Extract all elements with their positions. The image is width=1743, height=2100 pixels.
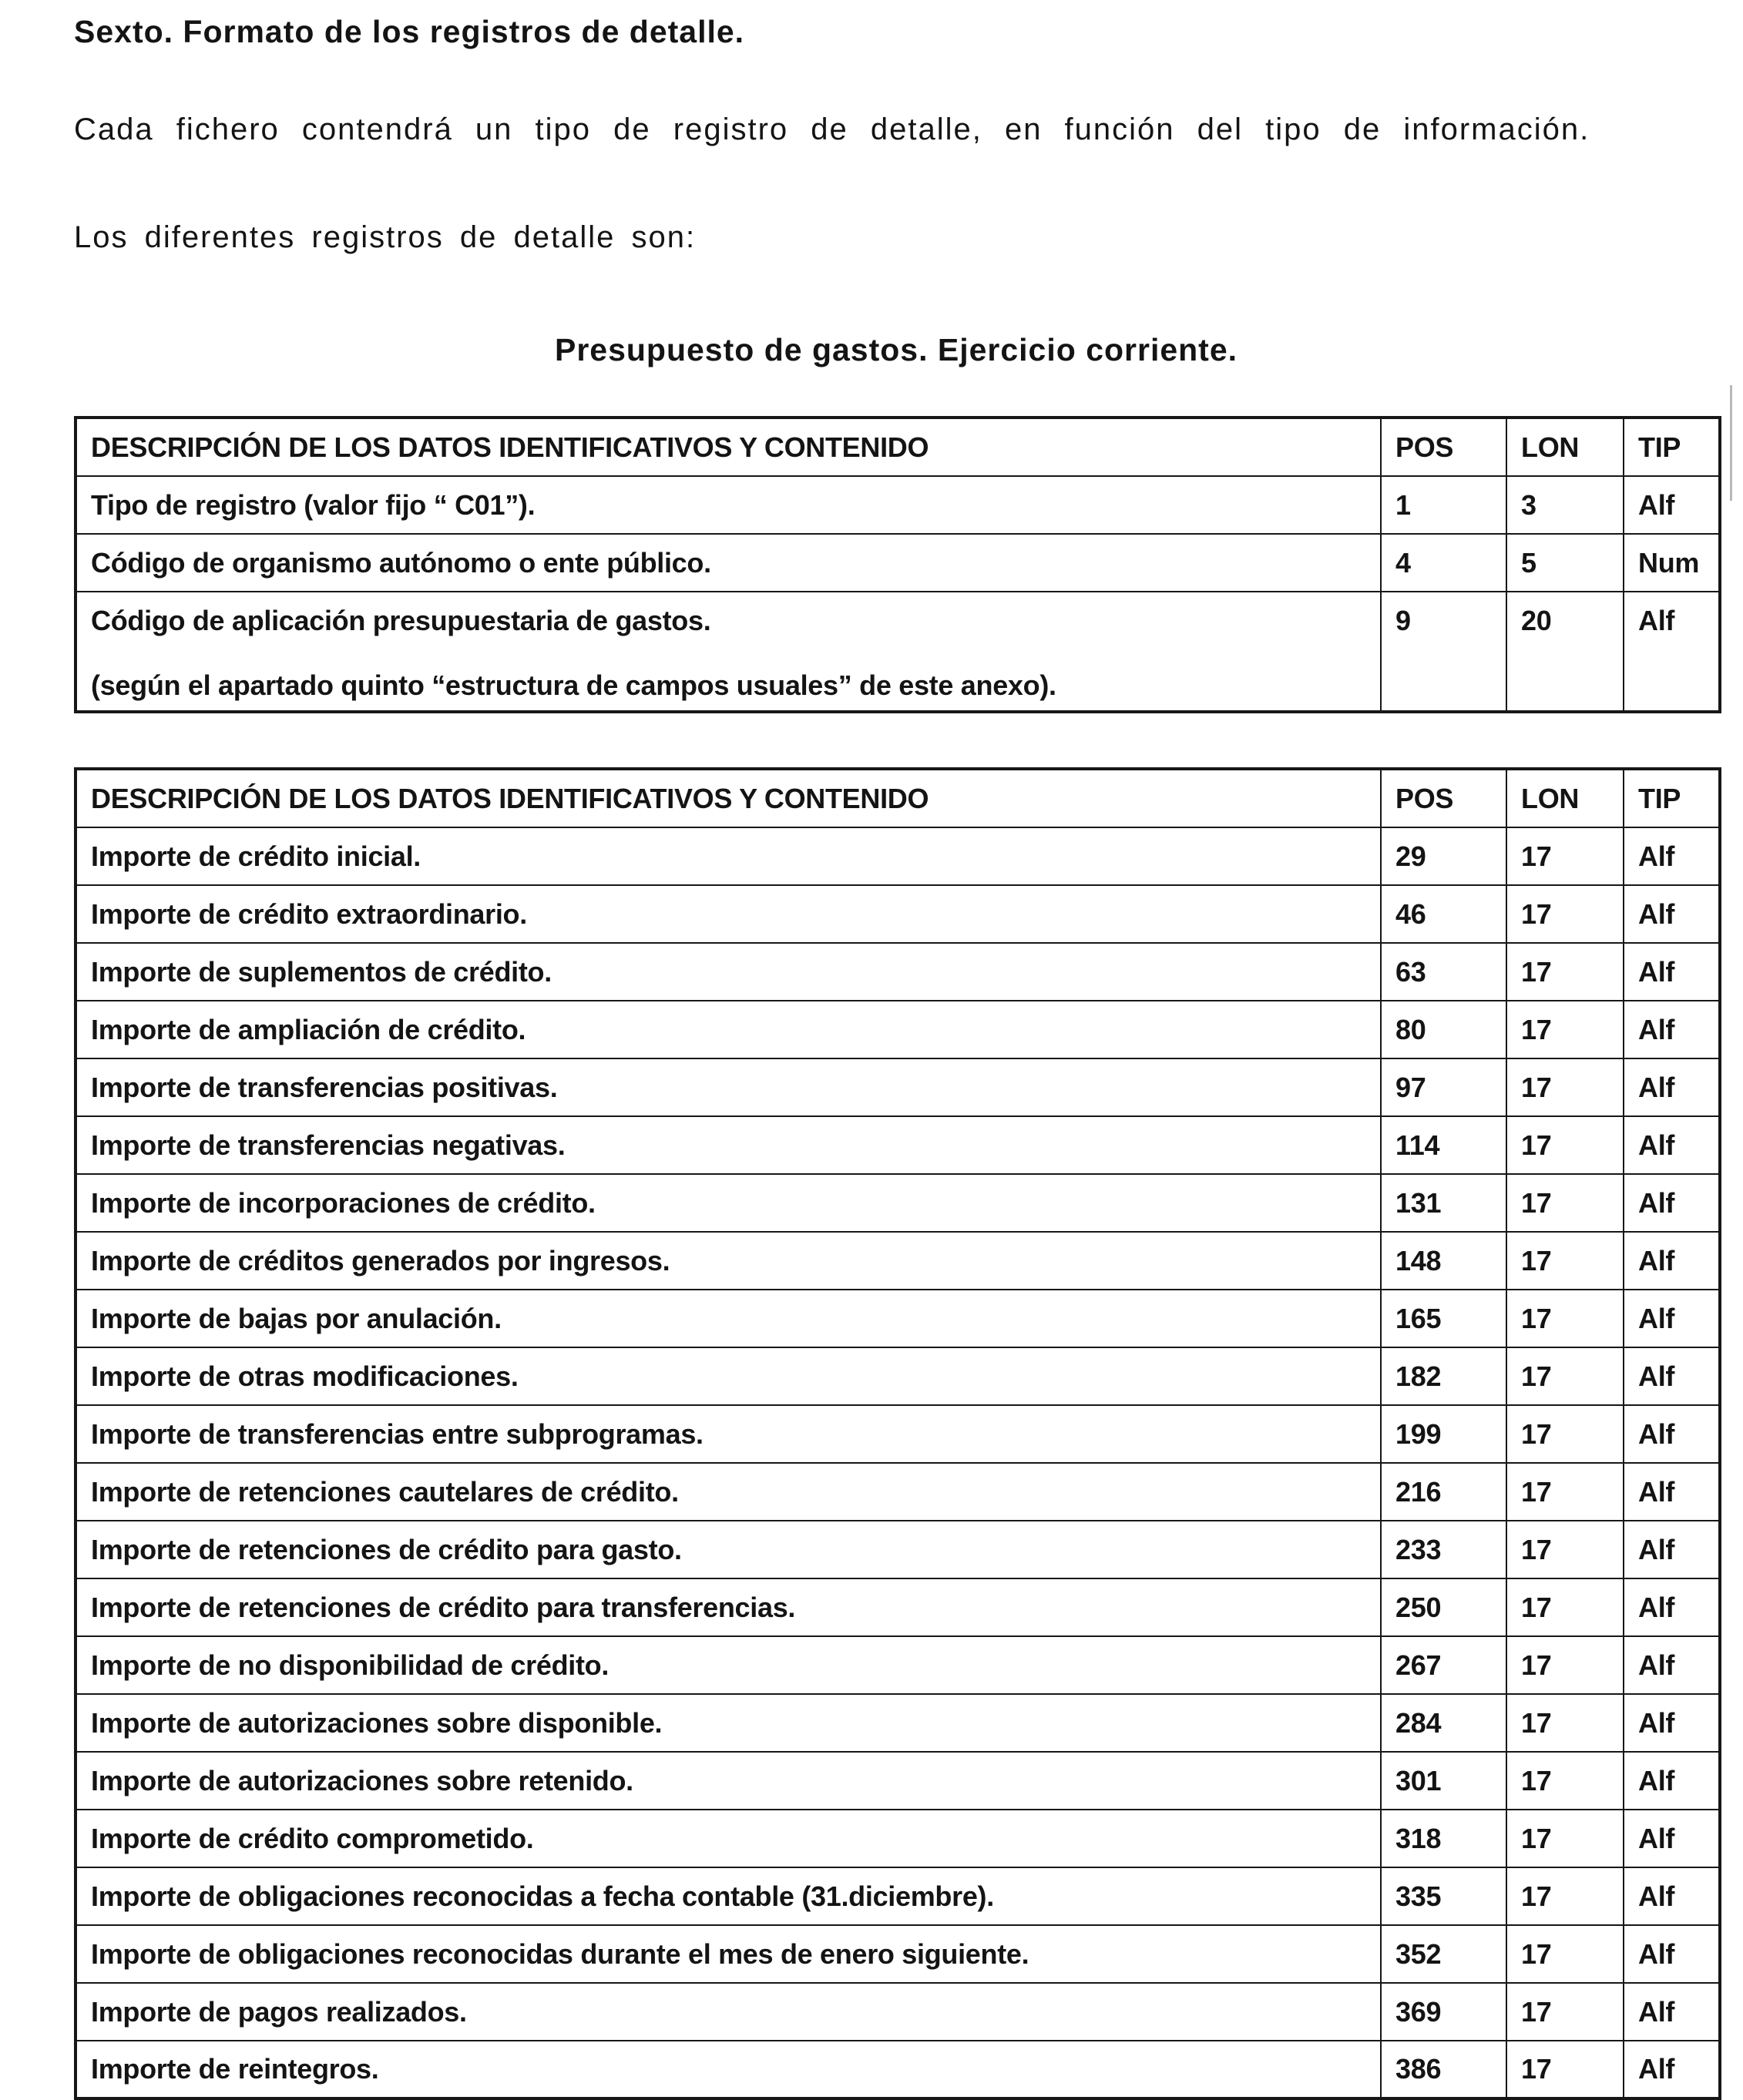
column-header-pos: POS <box>1381 418 1506 476</box>
row-description <box>76 1232 1381 1290</box>
table-row <box>76 1521 1720 1578</box>
row-lon: 17 <box>1506 1174 1624 1232</box>
column-header-descripcion: DESCRIPCIÓN DE LOS DATOS IDENTIFICATIVOS Y CONTENIDO <box>76 769 1381 827</box>
table-row <box>76 592 1720 712</box>
row-description <box>76 1867 1381 1925</box>
row-pos: 318 <box>1381 1810 1506 1867</box>
table-row <box>76 1925 1720 1983</box>
description-line-2: (según el apartado quinto “estructura de campos usuales” de este anexo). <box>91 669 1056 702</box>
row-description <box>76 1405 1381 1463</box>
description-line: Importe de bajas por anulación. <box>91 1302 502 1334</box>
row-lon: 17 <box>1506 1058 1624 1116</box>
table-row <box>76 885 1720 943</box>
row-pos: 131 <box>1381 1174 1506 1232</box>
table-row <box>76 1752 1720 1810</box>
table-title: Presupuesto de gastos. Ejercicio corriente. <box>554 332 1238 368</box>
row-tip: Alf <box>1624 827 1720 885</box>
row-lon: 17 <box>1506 1636 1624 1694</box>
row-tip: Alf <box>1624 1578 1720 1636</box>
description-line: Importe de transferencias entre subprogramas. <box>91 1417 704 1450</box>
row-tip: Alf <box>1624 1116 1720 1174</box>
row-description <box>76 1174 1381 1232</box>
row-description <box>76 1810 1381 1867</box>
row-lon: 17 <box>1506 943 1624 1001</box>
table-row <box>76 943 1720 1001</box>
description-line: Importe de autorizaciones sobre retenido. <box>91 1764 633 1796</box>
table-row <box>76 1347 1720 1405</box>
row-lon: 17 <box>1506 2041 1624 2098</box>
row-lon: 17 <box>1506 1578 1624 1636</box>
row-description <box>76 1983 1381 2041</box>
row-tip: Alf <box>1624 1636 1720 1694</box>
table-row <box>76 1636 1720 1694</box>
row-pos: 148 <box>1381 1232 1506 1290</box>
row-description <box>76 1578 1381 1636</box>
row-pos: 97 <box>1381 1058 1506 1116</box>
row-pos: 46 <box>1381 885 1506 943</box>
row-tip: Alf <box>1624 592 1720 712</box>
row-pos: 335 <box>1381 1867 1506 1925</box>
description-line: Importe de crédito comprometido. <box>91 1822 534 1854</box>
row-pos: 352 <box>1381 1925 1506 1983</box>
table-row <box>76 1578 1720 1636</box>
scan-artifact-line <box>1730 385 1732 501</box>
row-tip: Alf <box>1624 1925 1720 1983</box>
row-pos: 386 <box>1381 2041 1506 2098</box>
row-pos: 9 <box>1381 592 1506 712</box>
row-lon: 17 <box>1506 885 1624 943</box>
row-pos: 284 <box>1381 1694 1506 1752</box>
description-line: Importe de retenciones cautelares de crédito. <box>91 1475 679 1508</box>
column-header-tip: TIP <box>1624 769 1720 827</box>
row-lon: 17 <box>1506 1983 1624 2041</box>
row-lon: 17 <box>1506 1810 1624 1867</box>
row-tip: Alf <box>1624 476 1720 534</box>
table-row <box>76 1463 1720 1521</box>
row-tip: Alf <box>1624 1752 1720 1810</box>
row-pos: 301 <box>1381 1752 1506 1810</box>
row-description <box>76 1521 1381 1578</box>
row-tip: Alf <box>1624 1521 1720 1578</box>
table-row <box>76 827 1720 885</box>
table-row <box>76 1232 1720 1290</box>
row-tip: Alf <box>1624 943 1720 1001</box>
row-lon: 17 <box>1506 1001 1624 1058</box>
description-line: Importe de retenciones de crédito para gasto. <box>91 1533 682 1565</box>
row-pos: 114 <box>1381 1116 1506 1174</box>
row-pos: 369 <box>1381 1983 1506 2041</box>
row-tip: Alf <box>1624 1290 1720 1347</box>
row-pos: 1 <box>1381 476 1506 534</box>
row-lon: 17 <box>1506 1521 1624 1578</box>
row-tip: Alf <box>1624 1463 1720 1521</box>
table-row <box>76 1694 1720 1752</box>
description-line: Importe de retenciones de crédito para transferencias. <box>91 1591 796 1623</box>
row-lon: 17 <box>1506 1347 1624 1405</box>
row-lon: 17 <box>1506 1925 1624 1983</box>
row-tip: Alf <box>1624 1001 1720 1058</box>
row-description <box>76 943 1381 1001</box>
row-tip: Alf <box>1624 885 1720 943</box>
column-header-tip: TIP <box>1624 418 1720 476</box>
row-pos: 4 <box>1381 534 1506 592</box>
row-lon: 17 <box>1506 1116 1624 1174</box>
description-line: Importe de otras modificaciones. <box>91 1360 519 1392</box>
description-line: Importe de autorizaciones sobre disponible. <box>91 1706 663 1739</box>
description-line: Código de aplicación presupuestaria de gastos. <box>91 605 711 637</box>
row-description <box>76 827 1381 885</box>
row-tip: Alf <box>1624 1174 1720 1232</box>
row-tip: Alf <box>1624 1232 1720 1290</box>
row-tip: Alf <box>1624 1694 1720 1752</box>
description-line: Importe de pagos realizados. <box>91 1995 467 2028</box>
row-lon: 17 <box>1506 1232 1624 1290</box>
table-row <box>76 1116 1720 1174</box>
row-lon: 17 <box>1506 1752 1624 1810</box>
description-line: Código de organismo autónomo o ente público. <box>91 546 711 579</box>
row-tip: Alf <box>1624 1810 1720 1867</box>
row-pos: 165 <box>1381 1290 1506 1347</box>
row-pos: 29 <box>1381 827 1506 885</box>
row-pos: 233 <box>1381 1521 1506 1578</box>
identificativos-table-1 <box>74 416 1721 713</box>
description-line: Importe de transferencias negativas. <box>91 1129 566 1161</box>
row-tip: Alf <box>1624 1867 1720 1925</box>
row-description <box>76 1347 1381 1405</box>
row-description <box>76 1636 1381 1694</box>
table-row <box>76 476 1720 534</box>
description-line: Importe de ampliación de crédito. <box>91 1013 526 1045</box>
row-description <box>76 2041 1381 2098</box>
row-lon: 3 <box>1506 476 1624 534</box>
row-lon: 17 <box>1506 1405 1624 1463</box>
intro-paragraph: Cada fichero contendrá un tipo de registro de detalle, en función del tipo de información. <box>74 112 1590 146</box>
importes-table-2 <box>74 767 1721 2100</box>
table-header-row <box>76 769 1720 827</box>
table-header-row <box>76 418 1720 476</box>
row-tip: Alf <box>1624 2041 1720 2098</box>
table-row <box>76 1290 1720 1347</box>
row-description <box>76 1925 1381 1983</box>
row-lon: 17 <box>1506 1290 1624 1347</box>
row-tip: Alf <box>1624 1347 1720 1405</box>
table-row <box>76 2041 1720 2098</box>
row-lon: 17 <box>1506 1463 1624 1521</box>
row-description <box>76 1001 1381 1058</box>
table-row <box>76 1810 1720 1867</box>
row-description <box>76 885 1381 943</box>
row-pos: 182 <box>1381 1347 1506 1405</box>
row-pos: 63 <box>1381 943 1506 1001</box>
row-pos: 216 <box>1381 1463 1506 1521</box>
row-lon: 20 <box>1506 592 1624 712</box>
column-header-descripcion: DESCRIPCIÓN DE LOS DATOS IDENTIFICATIVOS Y CONTENIDO <box>76 418 1381 476</box>
description-line: Importe de crédito extraordinario. <box>91 897 527 930</box>
row-description <box>76 592 1381 712</box>
row-tip: Num <box>1624 534 1720 592</box>
row-tip: Alf <box>1624 1405 1720 1463</box>
row-description <box>76 1694 1381 1752</box>
description-line: Importe de transferencias positivas. <box>91 1071 558 1103</box>
column-header-lon: LON <box>1506 769 1624 827</box>
row-lon: 5 <box>1506 534 1624 592</box>
row-description <box>76 534 1381 592</box>
row-description <box>76 1116 1381 1174</box>
table-row <box>76 1058 1720 1116</box>
table-row <box>76 1405 1720 1463</box>
description-line: Importe de crédito inicial. <box>91 840 421 872</box>
row-description <box>76 1463 1381 1521</box>
row-description <box>76 1290 1381 1347</box>
row-pos: 199 <box>1381 1405 1506 1463</box>
table-row <box>76 1867 1720 1925</box>
description-line: Importe de incorporaciones de crédito. <box>91 1186 596 1219</box>
list-intro-paragraph: Los diferentes registros de detalle son: <box>74 220 697 255</box>
row-tip: Alf <box>1624 1058 1720 1116</box>
table-row <box>76 1983 1720 2041</box>
description-line: Importe de no disponibilidad de crédito. <box>91 1649 610 1681</box>
row-pos: 267 <box>1381 1636 1506 1694</box>
row-pos: 250 <box>1381 1578 1506 1636</box>
description-line: Importe de obligaciones reconocidas a fecha contable (31.diciembre). <box>91 1880 994 1912</box>
description-line: Tipo de registro (valor fijo “ C01”). <box>91 488 536 521</box>
row-description <box>76 1058 1381 1116</box>
description-line: Importe de créditos generados por ingresos. <box>91 1244 670 1276</box>
table-row <box>76 1001 1720 1058</box>
row-description <box>76 1752 1381 1810</box>
table-row <box>76 1174 1720 1232</box>
table-row <box>76 534 1720 592</box>
row-pos: 80 <box>1381 1001 1506 1058</box>
row-description <box>76 476 1381 534</box>
column-header-lon: LON <box>1506 418 1624 476</box>
description-line: Importe de obligaciones reconocidas durante el mes de enero siguiente. <box>91 1937 1029 1970</box>
row-lon: 17 <box>1506 1867 1624 1925</box>
row-lon: 17 <box>1506 1694 1624 1752</box>
row-tip: Alf <box>1624 1983 1720 2041</box>
row-lon: 17 <box>1506 827 1624 885</box>
description-line: Importe de suplementos de crédito. <box>91 955 552 988</box>
section-heading: Sexto. Formato de los registros de detalle. <box>74 14 745 49</box>
description-line: Importe de reintegros. <box>91 2053 379 2085</box>
column-header-pos: POS <box>1381 769 1506 827</box>
